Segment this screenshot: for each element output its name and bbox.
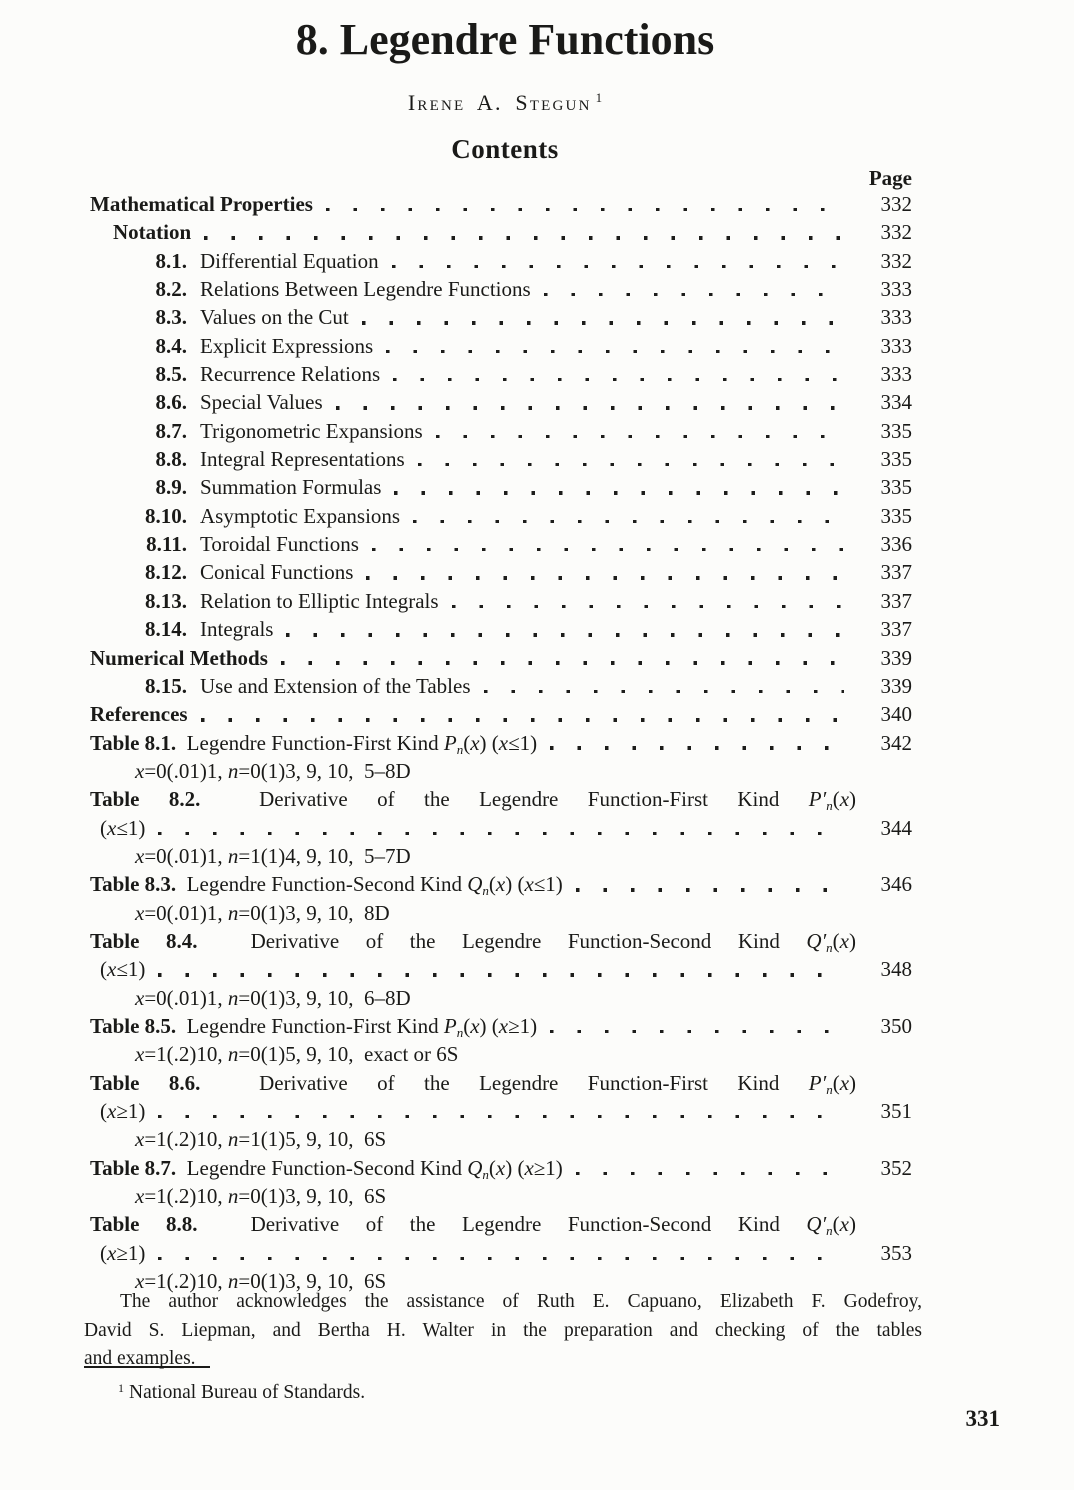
toc-page-number: 339: [880, 645, 912, 670]
toc-page-number: 335: [880, 447, 912, 472]
table-of-contents: [90, 190, 912, 1295]
toc-row: [90, 388, 912, 416]
toc-section-number: 8.9.: [155, 475, 187, 500]
toc-row: [90, 870, 912, 898]
toc-row: [90, 700, 912, 728]
toc-page-number: 336: [880, 532, 912, 557]
toc-row: [90, 927, 856, 955]
dot-leader: [394, 473, 844, 501]
dot-leader: [576, 870, 844, 898]
footnote-text: National Bureau of Standards.: [129, 1382, 366, 1403]
toc-entry-label: Differential Equation: [200, 248, 379, 273]
toc-page-number: 337: [880, 617, 912, 642]
toc-row: [90, 1012, 912, 1040]
toc-entry-label: Explicit Expressions: [200, 333, 374, 358]
dot-leader: [576, 1154, 844, 1182]
toc-entry-label: Asymptotic Expansions: [200, 503, 401, 528]
toc-page-number: 334: [880, 390, 912, 415]
acknowledgement-line: and examples.: [84, 1348, 196, 1369]
toc-entry-label: Notation: [113, 220, 192, 245]
toc-entry-label: (x≥1): [100, 1240, 146, 1265]
toc-entry-label: Values on the Cut: [200, 305, 349, 330]
toc-row: [90, 955, 912, 983]
toc-row: [90, 275, 912, 303]
toc-row: [90, 473, 912, 501]
toc-row: [90, 1125, 912, 1153]
toc-section-number: 8.12.: [145, 560, 187, 585]
toc-row: [90, 445, 912, 473]
toc-page-number: 332: [880, 248, 912, 273]
toc-row: [90, 247, 912, 275]
chapter-title: 8. Legendre Functions: [295, 15, 715, 64]
toc-page-number: 333: [880, 362, 912, 387]
toc-row: [90, 1239, 912, 1267]
toc-entry-label: x=0(.01)1, n=1(1)4, 9, 10, 5–7D: [135, 843, 411, 868]
toc-section-number: 8.15.: [145, 673, 187, 698]
toc-page-number: 333: [880, 277, 912, 302]
toc-entry-label: Table 8.7. Legendre Function-Second Kind $Q_n(x)$ (x≥1): [90, 1155, 563, 1182]
toc-row: [90, 558, 912, 586]
toc-row: [90, 417, 912, 445]
toc-entry-label: Table 8.5. Legendre Function-First Kind $P_n(x)$ (x≥1): [90, 1013, 538, 1040]
author-line: [0, 90, 1010, 116]
dot-leader: [372, 530, 844, 558]
toc-page-number: 337: [880, 588, 912, 613]
toc-entry-label: Relations Between Legendre Functions: [200, 277, 531, 302]
toc-page-number: 350: [880, 1013, 912, 1038]
toc-entry-label: x=1(.2)10, n=0(1)3, 9, 10, 6S: [135, 1184, 387, 1209]
toc-page-number: 344: [880, 815, 912, 840]
toc-page-number: 339: [880, 673, 912, 698]
toc-row: [90, 1040, 912, 1068]
toc-entry-label: Mathematical Properties: [90, 192, 313, 216]
toc-section-number: 8.3.: [155, 305, 187, 330]
toc-page-number: 333: [880, 305, 912, 330]
toc-row: [90, 785, 856, 813]
acknowledgement: [84, 1288, 922, 1374]
dot-leader: [452, 587, 844, 615]
toc-entry-label: Conical Functions: [200, 560, 354, 585]
dot-leader: [418, 445, 844, 473]
toc-section-number: 8.1.: [155, 248, 187, 273]
footnote-mark: 1: [118, 1381, 124, 1395]
toc-entry-label: Numerical Methods: [90, 645, 268, 670]
toc-section-number: 8.10.: [145, 503, 187, 528]
footnote: [84, 1374, 922, 1407]
toc-entry-label: x=1(.2)10, n=0(1)3, 9, 10, 6S: [135, 1269, 387, 1294]
toc-row: [90, 615, 912, 643]
dot-leader: [362, 303, 844, 331]
toc-row: [90, 1097, 912, 1125]
toc-row: [90, 842, 912, 870]
toc-section-number: 8.2.: [155, 277, 187, 302]
toc-entry-label: (x≤1): [100, 815, 146, 840]
dot-leader: [158, 1239, 844, 1267]
toc-entry-label: x=1(.2)10, n=1(1)5, 9, 10, 6S: [135, 1127, 387, 1152]
toc-section-number: 8.6.: [155, 390, 187, 415]
toc-entry-label: Table 8.2. Derivative of the Legendre Function-First Kind $P'_n(x)$: [90, 787, 857, 814]
toc-row: [90, 1154, 912, 1182]
dot-leader: [366, 558, 844, 586]
dot-leader: [326, 190, 844, 218]
footnote-rule: [84, 1366, 210, 1368]
toc-row: [90, 218, 912, 246]
toc-row: [90, 332, 912, 360]
toc-entry-label: Special Values: [200, 390, 323, 415]
toc-row: [90, 360, 912, 388]
toc-page-number: 342: [880, 730, 912, 755]
toc-section-number: 8.14.: [145, 617, 187, 642]
toc-entry-label: Table 8.6. Derivative of the Legendre Function-First Kind $P'_n(x)$: [90, 1070, 857, 1097]
dot-leader: [201, 700, 844, 728]
dot-leader: [281, 644, 844, 672]
toc-section-number: 8.8.: [155, 447, 187, 472]
toc-section-number: 8.13.: [145, 588, 187, 613]
toc-entry-label: x=0(.01)1, n=0(1)3, 9, 10, 8D: [135, 900, 390, 925]
author-footnote-mark: 1: [595, 90, 603, 105]
toc-page-number: 352: [880, 1155, 912, 1180]
contents-heading: Contents: [451, 134, 559, 164]
toc-row: [90, 530, 912, 558]
dot-leader: [158, 814, 844, 842]
toc-entry-label: (x≤1): [100, 957, 146, 982]
toc-entry-label: Integrals: [200, 617, 274, 642]
toc-entry-label: Toroidal Functions: [200, 532, 359, 557]
toc-row: [90, 190, 912, 218]
dot-leader: [286, 615, 844, 643]
toc-page-number: 348: [880, 957, 912, 982]
author-name: Irene A. Stegun: [407, 90, 592, 115]
toc-entry-label: Table 8.4. Derivative of the Legendre Function-Second Kind $Q'_n(x)$: [90, 928, 856, 955]
toc-entry-label: Table 8.8. Derivative of the Legendre Function-Second Kind $Q'_n(x)$: [90, 1212, 856, 1239]
dot-leader: [550, 1012, 844, 1040]
toc-row: [90, 814, 912, 842]
toc-section-number: 8.11.: [146, 532, 187, 557]
toc-entry-label: References: [90, 702, 188, 727]
toc-row: [90, 1069, 856, 1097]
acknowledgement-line: David S. Liepman, and Bertha H. Walter in the preparation and checking of the tables: [84, 1319, 922, 1341]
dot-leader: [484, 672, 845, 700]
acknowledgement-line: The author acknowledges the assistance of Ruth E. Capuano, Elizabeth F. Godefroy,: [120, 1291, 922, 1312]
toc-page-number: 332: [880, 192, 912, 216]
toc-row: [90, 672, 912, 700]
toc-entry-label: Table 8.1. Legendre Function-First Kind $P_n(x)$ (x≤1): [90, 730, 538, 757]
toc-section-number: 8.4.: [155, 333, 187, 358]
toc-row: [90, 644, 912, 672]
toc-row: [90, 303, 912, 331]
toc-entry-label: Summation Formulas: [200, 475, 382, 500]
toc-entry-label: Table 8.3. Legendre Function-Second Kind $Q_n(x)$ (x≤1): [90, 872, 563, 899]
toc-page-number: 353: [880, 1240, 912, 1265]
toc-entry-label: Relation to Elliptic Integrals: [200, 588, 439, 613]
toc-row: [90, 984, 912, 1012]
toc-page-number: 346: [880, 872, 912, 897]
dot-leader: [158, 955, 844, 983]
toc-entry-label: x=0(.01)1, n=0(1)3, 9, 10, 6–8D: [135, 985, 411, 1010]
toc-row: [90, 587, 912, 615]
toc-page-number: 335: [880, 418, 912, 443]
dot-leader: [158, 1097, 844, 1125]
toc-row: [90, 1182, 912, 1210]
dot-leader: [204, 218, 844, 246]
dot-leader: [413, 502, 844, 530]
toc-page-number: 332: [880, 220, 912, 245]
toc-section-number: 8.7.: [155, 418, 187, 443]
page-folio: 331: [965, 1406, 1000, 1431]
toc-page-number: 337: [880, 560, 912, 585]
dot-leader: [392, 247, 844, 275]
toc-section-number: 8.5.: [155, 362, 187, 387]
toc-entry-label: x=0(.01)1, n=0(1)3, 9, 10, 5–8D: [135, 758, 411, 783]
toc-page-number: 333: [880, 333, 912, 358]
dot-leader: [393, 360, 844, 388]
toc-entry-label: Integral Representations: [200, 447, 405, 472]
toc-row: [90, 502, 912, 530]
dot-leader: [336, 388, 844, 416]
toc-entry-label: Use and Extension of the Tables: [200, 673, 471, 698]
dot-leader: [436, 417, 844, 445]
toc-row: [90, 1210, 856, 1238]
toc-page-number: 335: [880, 475, 912, 500]
toc-entry-label: Recurrence Relations: [200, 362, 381, 387]
toc-row: [90, 729, 912, 757]
toc-page-number: 335: [880, 503, 912, 528]
dot-leader: [386, 332, 844, 360]
toc-entry-label: x=1(.2)10, n=0(1)5, 9, 10, exact or 6S: [135, 1042, 459, 1067]
toc-row: [90, 757, 912, 785]
toc-page-number: 340: [880, 702, 912, 727]
dot-leader: [544, 275, 844, 303]
toc-entry-label: Trigonometric Expansions: [200, 418, 423, 443]
toc-page-number: 351: [880, 1099, 912, 1123]
toc-entry-label: (x≥1): [100, 1099, 146, 1123]
toc-row: [90, 899, 912, 927]
dot-leader: [550, 729, 844, 757]
page-column-header: Page: [868, 166, 912, 190]
